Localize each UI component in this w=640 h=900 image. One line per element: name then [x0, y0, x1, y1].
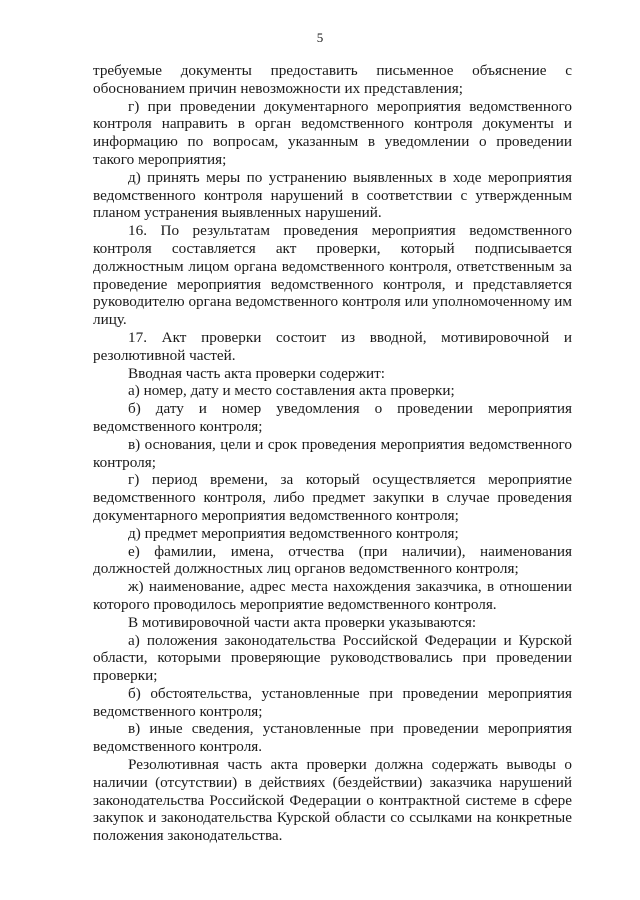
paragraph: е) фамилии, имена, отчества (при наличии), наименования должностей должностных лиц органов ведомственного контроля; — [93, 542, 572, 578]
paragraph: г) период времени, за который осуществляется мероприятие ведомственного контроля, либо предмет закупки в случае проведения документарного мероприятия ведомственного контроля; — [93, 471, 572, 524]
paragraph: б) обстоятельства, установленные при проведении мероприятия ведомственного контроля; — [93, 684, 572, 720]
paragraph: Вводная часть акта проверки содержит: — [128, 364, 385, 382]
paragraph: в) иные сведения, установленные при проведении мероприятия ведомственного контроля. — [93, 720, 572, 756]
paragraph: д) принять меры по устранению выявленных в ходе мероприятия ведомственного контроля нарушений в соответствии с утвержденным планом устранения выявленных нарушений. — [93, 168, 572, 222]
paragraph: а) положения законодательства Российской Федерации и Курской области, которыми проверяющие руководствовались при проведении проверки; — [93, 631, 572, 685]
paragraph: б) дату и номер уведомления о проведении мероприятия ведомственного контроля; — [93, 400, 572, 435]
paragraph: ж) наименование, адрес места нахождения заказчика, в отношении которого проводилось мероприятие ведомственного контроля. — [93, 578, 572, 613]
paragraph: д) предмет мероприятия ведомственного контроля; — [128, 524, 459, 542]
paragraph: Резолютивная часть акта проверки должна содержать выводы о наличии (отсутствии) в действиях (бездействии) заказчика нарушений законодательства Российской Федерации о контрактной системе в сфере закупок и законодательства Курской области со ссылками на конкретные положения законодательства. — [93, 756, 572, 845]
paragraph: 17. Акт проверки состоит из вводной, мотивировочной и резолютивной частей. — [93, 328, 572, 364]
paragraph: г) при проведении документарного мероприятия ведомственного контроля направить в орган ведомственного контроля документы и информацию по вопросам, указанным в уведомлении о проведении такого мероприятия; — [93, 97, 572, 168]
paragraph: а) номер, дату и место составления акта проверки; — [128, 382, 455, 400]
paragraph: В мотивировочной части акта проверки указываются: — [128, 613, 477, 631]
document-body — [93, 62, 572, 845]
paragraph: в) основания, цели и срок проведения мероприятия ведомственного контроля; — [93, 435, 572, 471]
page-number: 5 — [316, 30, 324, 45]
paragraph: требуемые документы предоставить письменное объяснение с обоснованием причин невозможности их представления; — [93, 62, 572, 97]
paragraph: 16. По результатам проведения мероприятия ведомственного контроля составляется акт проверки, который подписывается должностным лицом органа ведомственного контроля, ответственным за проведение мероприятия ведомственного контроля, и представляется руководителю органа ведомственного контроля или уполномоченному им лицу. — [93, 222, 572, 329]
